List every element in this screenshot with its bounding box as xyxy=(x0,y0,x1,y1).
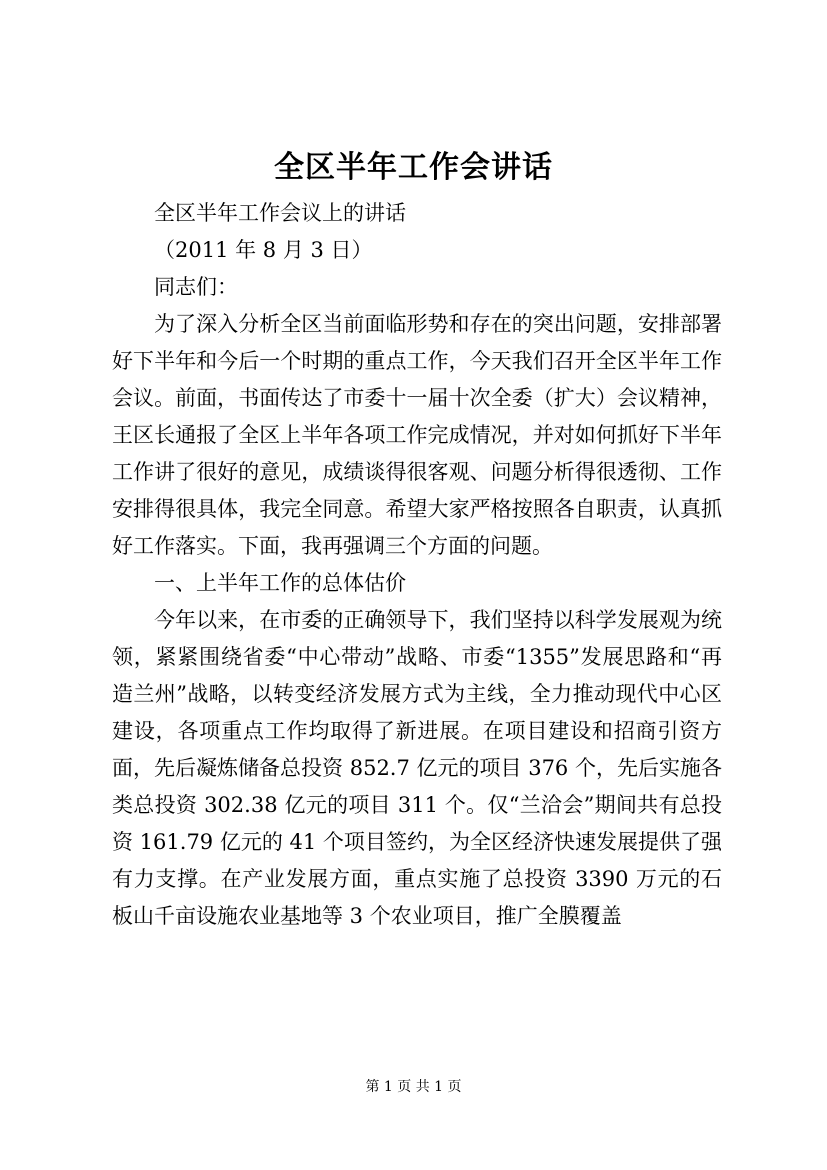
page-title: 全区半年工作会讲话 xyxy=(274,150,553,185)
intro-paragraph: 为了深入分析全区当前面临形势和存在的突出问题，安排部署好下半年和今后一个时期的重点工作，今天我们召开全区半年工作会议。前面，书面传达了市委十一届十次全委（扩大）会议精神，王区长通报了全区上半年各项工作完成情况，并对如何抓好下半年工作讲了很好的意见，成绩谈得很客观、问题分析得很透彻、工作安排得很具体，我完全同意。希望大家严格按照各自职责，认真抓好工作落实。下面，我再强调三个方面的问题。 xyxy=(112,312,722,558)
section-heading-1: 一、上半年工作的总体估价 xyxy=(154,571,406,595)
document-body xyxy=(112,195,722,935)
page-number: 第 1 页 共 1 页 xyxy=(365,1079,462,1095)
section-1-paragraph: 今年以来，在市委的正确领导下，我们坚持以科学发展观为统领，紧紧围绕省委“中心带动”战略、市委“1355”发展思路和“再造兰州”战略，以转变经济发展方式为主线，全力推动现代中心区建设，各项重点工作均取得了新进展。在项目建设和招商引资方面，先后凝炼储备总投资 852.7 亿元的项目 376 个，先后实施各类总投资 302.38 亿元的项目 311 个。仅“兰洽会”期间共有总投资 161.79 亿元的 41 个项目签约，为全区经济快速发展提供了强有力支撑。在产业发展方面，重点实施了总投资 3390 万元的石板山千亩设施农业基地等 3 个农业项目，推广全膜覆盖 xyxy=(112,608,722,928)
salutation: 同志们： xyxy=(154,275,238,299)
speech-heading: 全区半年工作会议上的讲话 xyxy=(154,201,406,225)
speech-date: （2011 年 8 月 3 日） xyxy=(154,238,373,262)
